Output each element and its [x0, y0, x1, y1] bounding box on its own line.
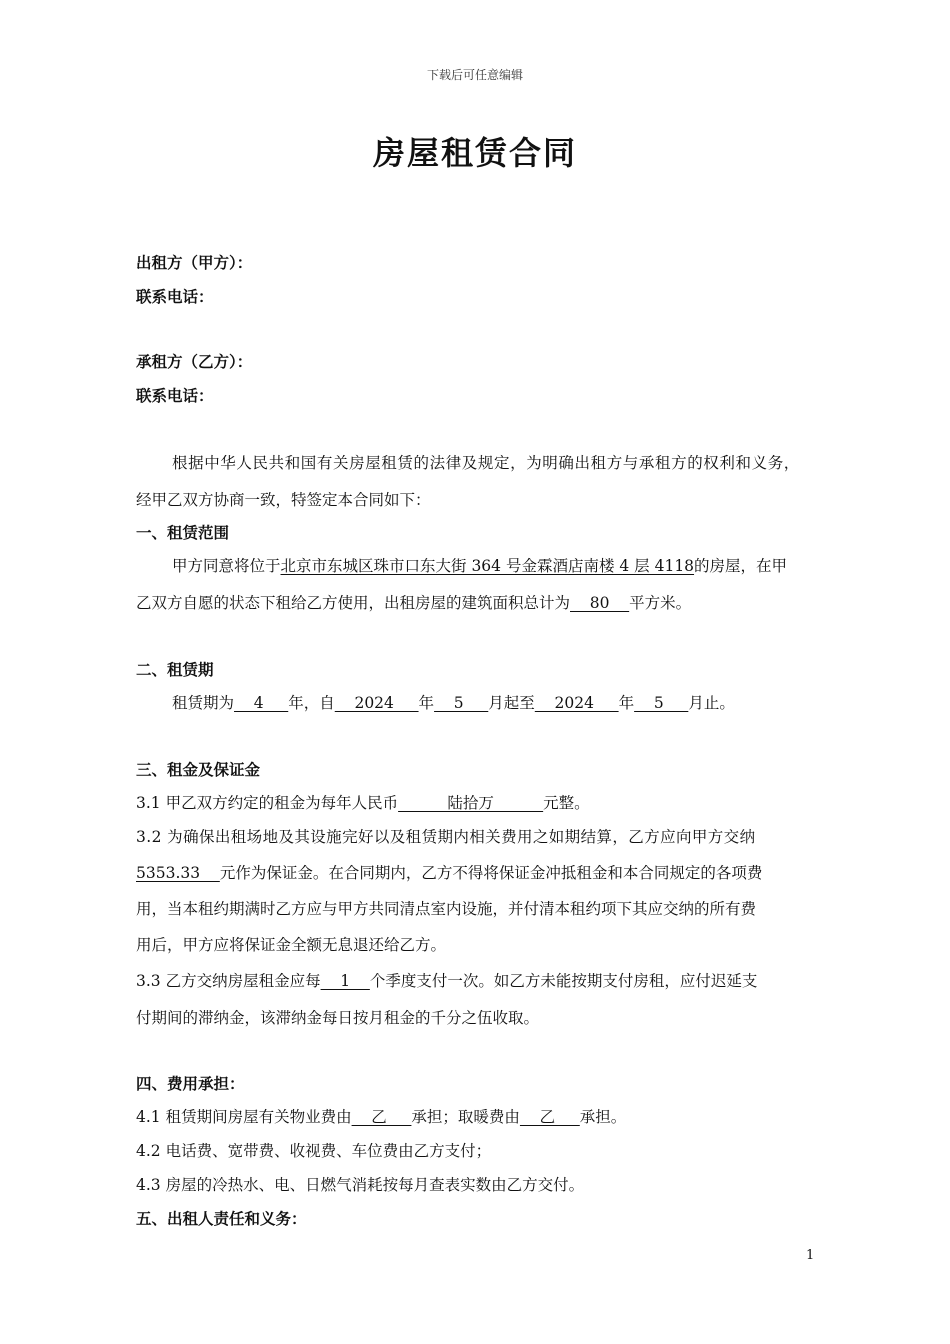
property-address: 北京市东城区珠市口东大街 364 号金霖酒店南楼 4 层 4118 — [280, 557, 695, 575]
document-title: 房屋租赁合同 — [372, 134, 577, 172]
end-month: 5 — [634, 694, 689, 712]
heating-fee-party: 乙 — [519, 1108, 580, 1126]
section-1-line-1 — [172, 555, 787, 577]
header-note: 下载后可任意编辑 — [426, 68, 523, 82]
lessor-label: 出租方（甲方）： — [136, 253, 253, 272]
start-year: 2024 — [334, 694, 419, 712]
clause-3-2-line-1: 3.2 为确保出租场地及其设施完好以及租赁期内相关费用之如期结算，乙方应向甲方交纳 — [136, 828, 756, 846]
page-number: 1 — [806, 1248, 815, 1263]
s2-text-3: 年 — [418, 694, 435, 712]
clause-4-2: 4.2 电话费、宽带费、收视费、车位费由乙方支付； — [136, 1142, 492, 1160]
intro-line-2: 经甲乙双方协商一致，特签定本合同如下： — [136, 491, 431, 509]
clause-3-2-line-4: 用后，甲方应将保证金全额无息退还给乙方。 — [136, 936, 447, 954]
c41-text-a: 4.1 租赁期间房屋有关物业费由 — [136, 1108, 352, 1126]
annual-rent: 陆拾万 — [398, 794, 544, 812]
section-2-heading: 二、租赁期 — [136, 660, 214, 679]
clause-3-3-line-1 — [136, 970, 757, 992]
s1-text-d: 平方米。 — [629, 594, 692, 612]
s1-text-c: 乙双方自愿的状态下租给乙方使用，出租房屋的建筑面积总计为 — [136, 594, 571, 612]
clause-3-3-line-2: 付期间的滞纳金，该滞纳金每日按月租金的千分之伍收取。 — [136, 1009, 540, 1027]
building-area: 80 — [570, 594, 630, 612]
end-year: 2024 — [534, 694, 619, 712]
s2-text-1: 租赁期为 — [172, 694, 235, 712]
section-1-heading: 一、租赁范围 — [136, 523, 230, 542]
section-2-line — [172, 692, 735, 714]
lease-years: 4 — [234, 694, 289, 712]
s2-text-4: 月起至 — [488, 694, 535, 712]
lessor-phone-label: 联系电话： — [136, 287, 214, 306]
s1-text-a: 甲方同意将位于 — [172, 557, 281, 575]
s2-text-2: 年，自 — [288, 694, 335, 712]
s1-text-b: 的房屋，在甲 — [694, 557, 788, 575]
s2-text-6: 月止。 — [688, 694, 735, 712]
section-5-heading: 五、出租人责任和义务： — [136, 1209, 307, 1228]
c33-text-a: 3.3 乙方交纳房屋租金应每 — [136, 972, 321, 990]
lessee-phone-label: 联系电话： — [136, 386, 214, 405]
clause-3-1 — [136, 792, 590, 814]
lessee-label: 承租方（乙方）： — [136, 352, 253, 371]
clause-4-1 — [136, 1106, 626, 1128]
c41-text-b: 承担；取暖费由 — [411, 1108, 520, 1126]
c32-text-b: 元作为保证金。在合同期内，乙方不得将保证金冲抵租金和本合同规定的各项费 — [219, 864, 763, 882]
c41-text-c: 承担。 — [579, 1108, 627, 1126]
c31-text-b: 元整。 — [543, 794, 590, 812]
c31-text-a: 3.1 甲乙双方约定的租金为每年人民币 — [136, 794, 399, 812]
s2-text-5: 年 — [618, 694, 635, 712]
c33-text-b: 个季度支付一次。如乙方未能按期支付房租，应付迟延支 — [369, 972, 758, 990]
section-1-line-2 — [136, 592, 691, 614]
payment-quarters: 1 — [320, 972, 370, 990]
intro-line-1: 根据中华人民共和国有关房屋租赁的法律及规定，为明确出租方与承租方的权利和义务， — [172, 454, 800, 472]
clause-4-3: 4.3 房屋的冷热水、电、日燃气消耗按每月查表实数由乙方交付。 — [136, 1176, 585, 1194]
property-fee-party: 乙 — [351, 1108, 412, 1126]
start-month: 5 — [434, 694, 489, 712]
clause-3-2-line-2 — [136, 862, 762, 884]
section-3-heading: 三、租金及保证金 — [136, 760, 261, 779]
section-4-heading: 四、费用承担： — [136, 1074, 245, 1093]
deposit-amount: 5353.33 — [136, 864, 220, 882]
clause-3-2-line-3: 用，当本租约期满时乙方应与甲方共同清点室内设施，并付清本租约项下其应交纳的所有费 — [136, 900, 757, 918]
